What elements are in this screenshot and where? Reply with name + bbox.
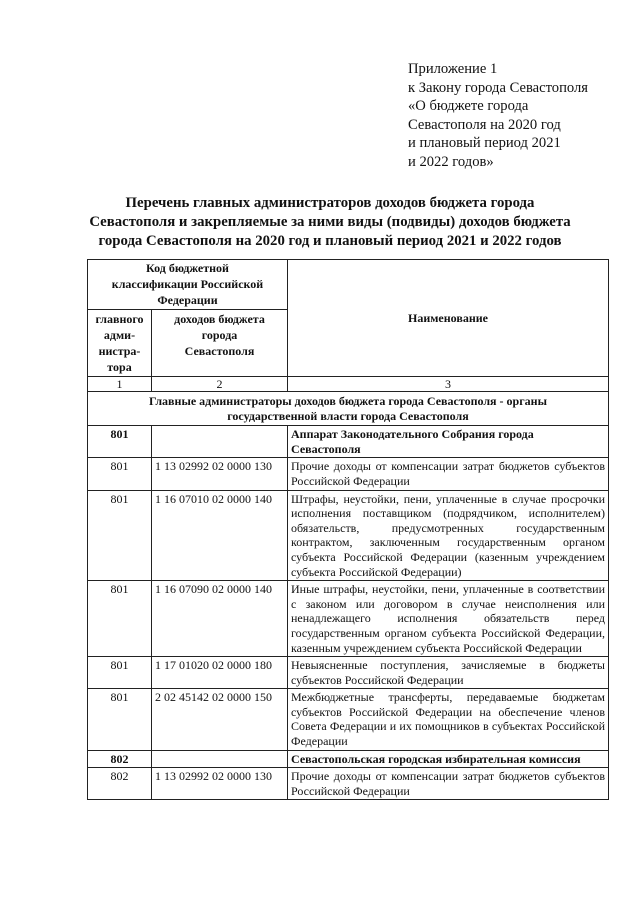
table-row	[88, 458, 609, 490]
admin-code-cell: 801	[88, 657, 152, 689]
table-row	[88, 426, 609, 458]
name-cell: Аппарат Законодательного Собрания города Севастополя	[288, 426, 609, 458]
title-line: города Севастополя на 2020 год и плановый период 2021 и 2022 годов	[98, 233, 562, 249]
column-number: 1	[88, 377, 152, 392]
header-income: доходов бюджета города Севастополя	[152, 310, 288, 377]
name-cell: Севастопольская городская избирательная комиссия	[288, 750, 609, 768]
appendix-line: к Закону города Севастополя	[408, 79, 589, 96]
header-name: Наименование	[288, 260, 609, 377]
admin-code-cell: 802	[88, 750, 152, 768]
admin-code-cell: 801	[88, 458, 152, 490]
appendix-line: и плановый период 2021	[408, 135, 561, 152]
admin-code-cell: 801	[88, 581, 152, 657]
admin-code-cell: 802	[88, 768, 152, 800]
title-line: Перечень главных администраторов доходов бюджета города	[125, 195, 535, 211]
column-number: 2	[152, 377, 288, 392]
header-code-group: Код бюджетной классификации Российской Федерации	[88, 260, 288, 310]
income-code-cell: 1 17 01020 02 0000 180	[152, 657, 288, 689]
name-cell: Прочие доходы от компенсации затрат бюджетов субъектов Российской Федерации	[288, 768, 609, 800]
table-row	[88, 689, 609, 750]
administrators-table	[87, 259, 609, 800]
document-title	[70, 194, 590, 251]
table-row	[88, 581, 609, 657]
name-cell: Прочие доходы от компенсации затрат бюджетов субъектов Российской Федерации	[288, 458, 609, 490]
title-line: Севастополя и закрепляемые за ними виды (подвиды) доходов бюджета	[89, 214, 571, 230]
income-code-cell: 1 16 07010 02 0000 140	[152, 490, 288, 581]
header-admin: главного адми-нистра-тора	[88, 310, 152, 377]
income-code-cell: 1 16 07090 02 0000 140	[152, 581, 288, 657]
appendix-line: «О бюджете города	[408, 98, 529, 115]
income-code-cell	[152, 750, 288, 768]
table-row	[88, 750, 609, 768]
admin-code-cell: 801	[88, 426, 152, 458]
table-row	[88, 768, 609, 800]
name-cell: Невыясненные поступления, зачисляемые в бюджеты субъектов Российской Федерации	[288, 657, 609, 689]
income-code-cell: 1 13 02992 02 0000 130	[152, 768, 288, 800]
appendix-line: Севастополя на 2020 год	[408, 116, 561, 133]
income-code-cell: 2 02 45142 02 0000 150	[152, 689, 288, 750]
admin-code-cell: 801	[88, 689, 152, 750]
appendix-line: и 2022 годов»	[408, 153, 494, 170]
name-cell: Штрафы, неустойки, пени, уплаченные в случае просрочки исполнения поставщиком (подрядчиком, исполнителем) обязательств, предусмотренных государственным контрактом, заключенным государственным органом субъекта Российской Федерации (казенным учреждением субъекта Российской Федерации)	[288, 490, 609, 581]
appendix-line: Приложение 1	[408, 61, 498, 77]
appendix-block	[408, 60, 623, 172]
income-code-cell	[152, 426, 288, 458]
table-row	[88, 490, 609, 581]
income-code-cell: 1 13 02992 02 0000 130	[152, 458, 288, 490]
admin-code-cell: 801	[88, 490, 152, 581]
name-cell: Иные штрафы, неустойки, пени, уплаченные в соответствии с законом или договором в случае неисполнения или ненадлежащего исполнения обязательств перед государственным органом субъекта Российской Федерации, казенным учреждением субъекта Российской Федерации	[288, 581, 609, 657]
column-number: 3	[288, 377, 609, 392]
section-heading: Главные администраторы доходов бюджета города Севастополя - органы государственной власти города Севастополя	[88, 392, 609, 426]
name-cell: Межбюджетные трансферты, передаваемые бюджетам субъектов Российской Федерации на обеспечение членов Совета Федерации и их помощников в субъектах Российской Федерации	[288, 689, 609, 750]
table-row	[88, 657, 609, 689]
